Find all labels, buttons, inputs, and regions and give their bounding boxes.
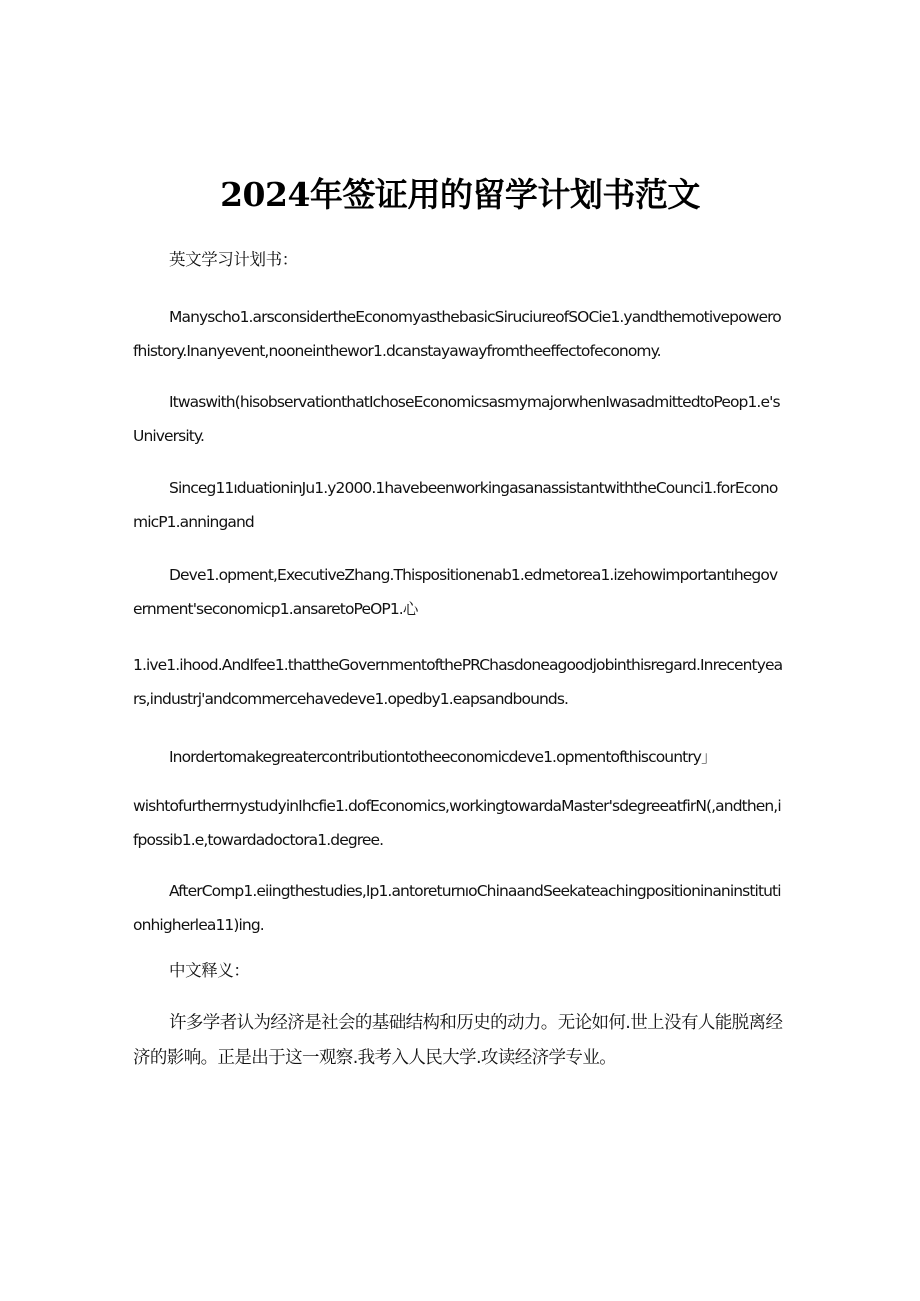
document-title: 2024年签证用的留学计划书范文 [220,175,700,214]
paragraph-6: Inordertomakegreatercontributiontotheeconomicdeve1.opmentofthiscountry」 [169,748,716,766]
paragraph-1: Manyscho1.arsconsidertheEconomyasthebasicSiruciureofSOCie1.yandthemotivepowerofhistory.Inanyevent,nooneinthewor1.dcanstayawayfromtheeffectofeconomy. [133,308,781,360]
paragraph-4: Deve1.opment,ExecutiveZhang.Thispositionenab1.edmetorea1.izehowimportantıhegovernment'seconomicp1.ansaretoPeOP1.心 [133,566,778,618]
paragraph-7: wishtofurtherrnystudyinIhcfie1.dofEconomics,workingtowardaMaster'sdegreeatfirN(,andthen,ifpossib1.e,towardadoctora1.degree. [133,797,781,849]
english-heading: 英文学习计划书： [169,250,298,269]
paragraph-8: AfterComp1.eiingthestudies,Ip1.antoreturnıoChinaandSeekateachingpositioninaninstitutionhigherlea11)ing. [133,882,781,934]
chinese-heading: 中文释义： [169,961,250,980]
paragraph-2: Itwaswith(hisobservationthatIchoseEconomicsasmymajorwhenIwasadmittedtoPeop1.e'sUniversity. [133,393,780,445]
paragraph-5: 1.ive1.ihood.AndIfee1.thattheGovernmentofthePRChasdoneagoodjobinthisregard.Inrecentyears,industrj'andcommercehavedeve1.opedby1.eapsandbounds. [133,656,783,708]
chinese-paragraph: 许多学者认为经济是社会的基础结构和历史的动力。无论如何.世上没有人能脱离经济的影响。正是出于这一观察.我考入人民大学.攻读经济学专业。 [133,1013,783,1068]
paragraph-3: Sinceg11ıduationinJu1.y2000.1havebeenworkingasanassistantwiththeCounci1.forEconomicP1.anningand [133,479,778,531]
